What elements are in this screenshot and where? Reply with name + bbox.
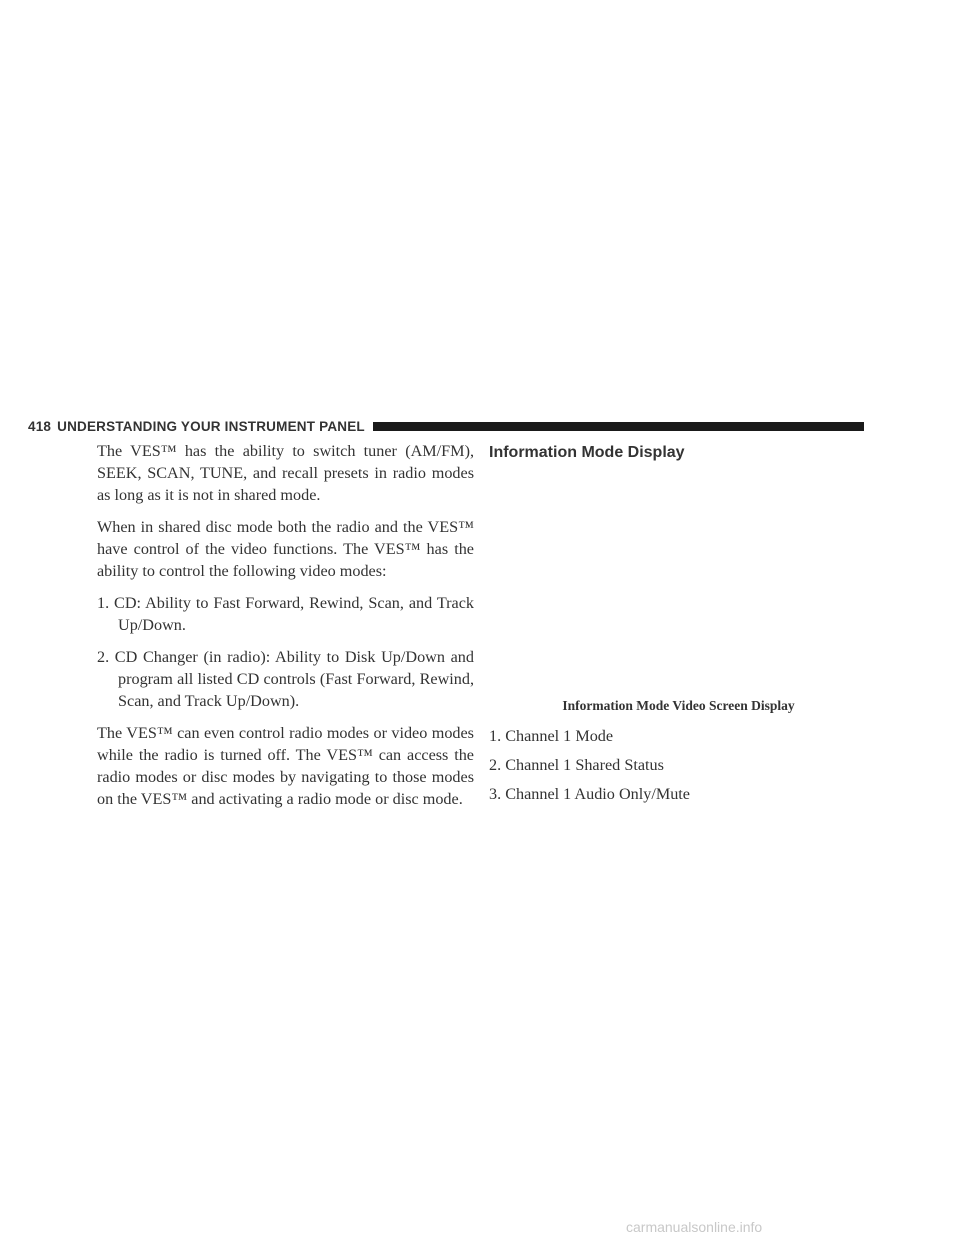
list-item-shared-status: 2. Channel 1 Shared Status xyxy=(489,756,664,774)
section-title: UNDERSTANDING YOUR INSTRUMENT PANEL xyxy=(57,418,365,434)
right-column xyxy=(489,440,864,812)
list-item-audio-mute: 3. Channel 1 Audio Only/Mute xyxy=(489,785,690,803)
paragraph-radio-off-control: The VES™ can even control radio modes or video modes while the radio is turned off. The VES™ can access the radio modes or disc modes by navigating to those modes on the VES™ and activating a radio mode or disc mode. xyxy=(97,724,474,808)
header-rule xyxy=(373,422,864,431)
paragraph-shared-disc-mode: When in shared disc mode both the radio and the VES™ have control of the video functions. The VES™ has the ability to control the following video modes: xyxy=(97,518,474,580)
page-header xyxy=(28,416,864,436)
section-heading: Information Mode Display xyxy=(489,444,685,461)
page-number: 418 xyxy=(28,418,52,434)
left-column xyxy=(97,440,474,820)
list-item-cd: 1. CD: Ability to Fast Forward, Rewind, Scan, and Track Up/Down. xyxy=(97,594,474,634)
watermark: carmanualsonline.info xyxy=(626,1219,763,1235)
figure-placeholder xyxy=(489,464,864,695)
paragraph-tuner-control: The VES™ has the ability to switch tuner (AM/FM), SEEK, SCAN, TUNE, and recall presets in radio modes as long as it is not in shared mode. xyxy=(97,442,474,504)
list-item-channel-mode: 1. Channel 1 Mode xyxy=(489,727,614,745)
list-item-cd-changer: 2. CD Changer (in radio): Ability to Disk Up/Down and program all listed CD controls (Fast Forward, Rewind, Scan, and Track Up/Down). xyxy=(97,648,474,710)
figure-caption: Information Mode Video Screen Display xyxy=(562,698,795,713)
